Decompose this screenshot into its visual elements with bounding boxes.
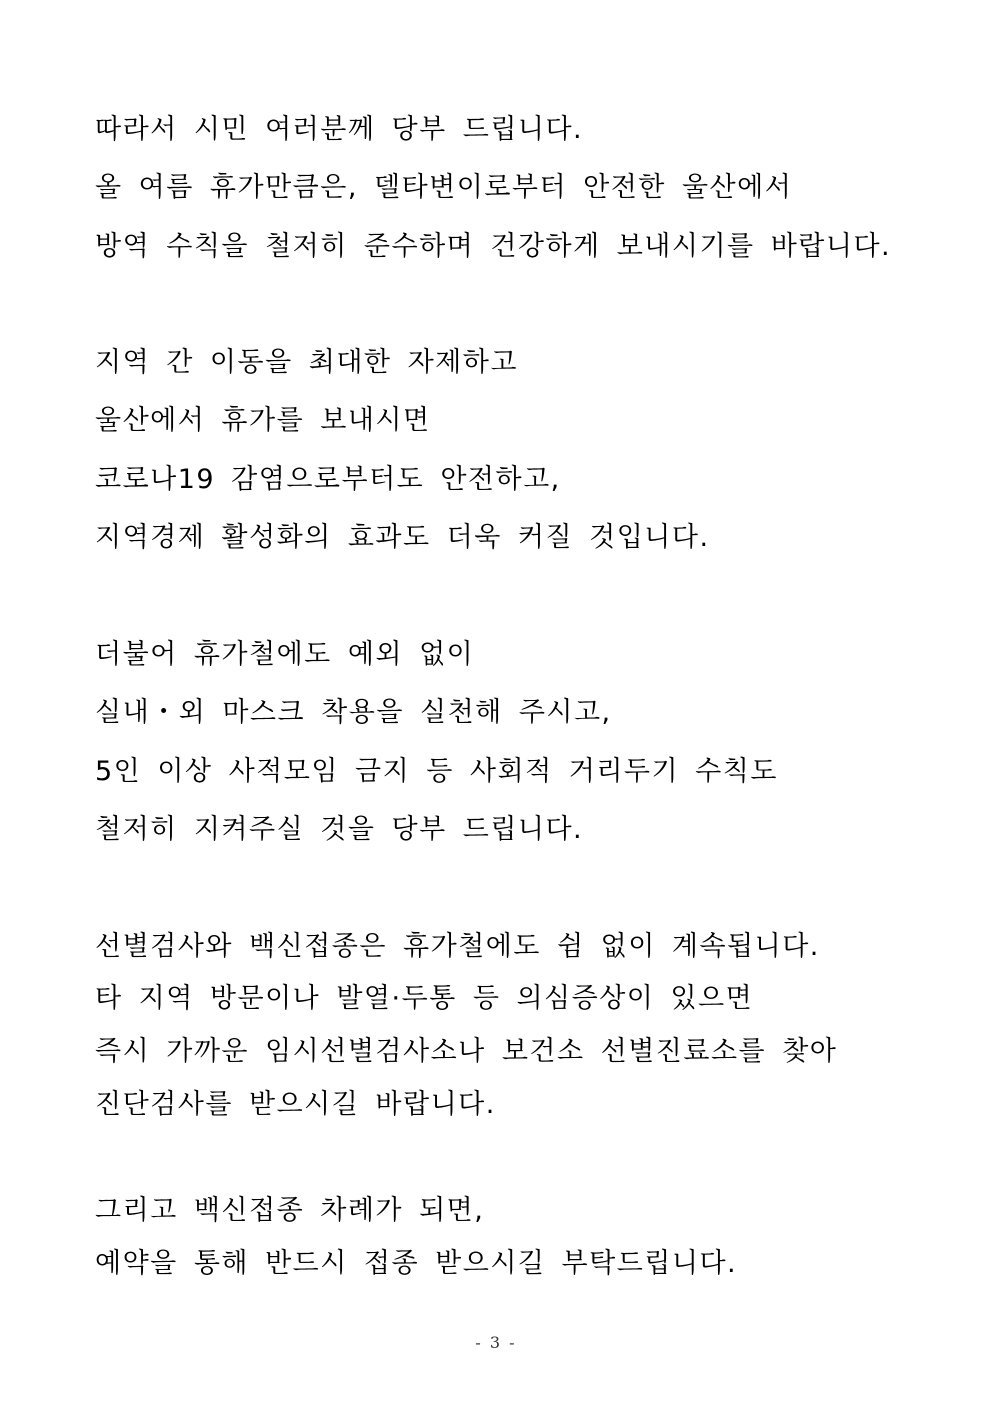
text-line: 방역 수칙을 철저히 준수하며 건강하게 보내시기를 바랍니다. <box>95 231 892 262</box>
text-line: 진단검사를 받으시길 바랍니다. <box>95 1089 496 1120</box>
text-line: 더불어 휴가철에도 예외 없이 <box>95 639 475 670</box>
text-line: 코로나19 감염으로부터도 안전하고, <box>95 464 561 495</box>
text-line: 지역경제 활성화의 효과도 더욱 커질 것입니다. <box>95 522 710 553</box>
text-line: 따라서 시민 여러분께 당부 드립니다. <box>95 114 584 145</box>
text-line: 선별검사와 백신접종은 휴가철에도 쉼 없이 계속됩니다. <box>95 931 820 962</box>
page-number: - 3 - <box>475 1333 517 1352</box>
text-line: 울산에서 휴가를 보내시면 <box>95 405 431 436</box>
text-line: 5인 이상 사적모임 금지 등 사회적 거리두기 수칙도 <box>95 756 778 787</box>
text-line: 철저히 지켜주실 것을 당부 드립니다. <box>95 814 584 845</box>
text-line: 올 여름 휴가만큼은, 델타변이로부터 안전한 울산에서 <box>95 172 793 203</box>
text-line: 즉시 가까운 임시선별검사소나 보건소 선별진료소를 찾아 <box>95 1036 838 1067</box>
text-line: 예약을 통해 반드시 접종 받으시길 부탁드립니다. <box>95 1248 738 1279</box>
text-line: 지역 간 이동을 최대한 자제하고 <box>95 347 518 378</box>
text-line: 그리고 백신접종 차례가 되면, <box>95 1195 485 1226</box>
text-line: 타 지역 방문이나 발열·두통 등 의심증상이 있으면 <box>95 983 754 1014</box>
text-line: 실내・외 마스크 착용을 실천해 주시고, <box>95 697 612 728</box>
